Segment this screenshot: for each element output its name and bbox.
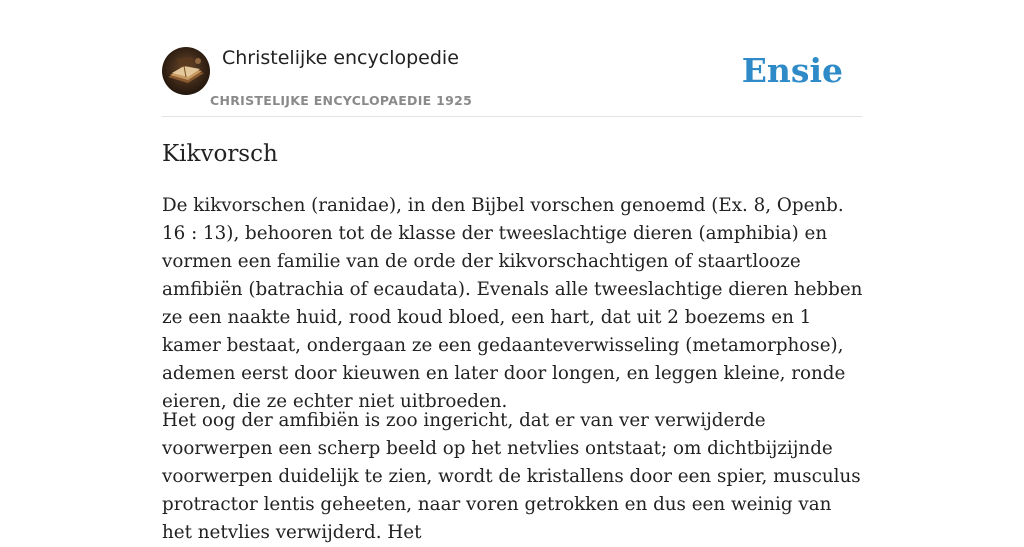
site-subtitle[interactable]: CHRISTELIJKE ENCYCLOPAEDIE 1925 <box>210 93 473 108</box>
site-title[interactable]: Christelijke encyclopedie <box>222 47 459 69</box>
article-paragraph: De kikvorschen (ranidae), in den Bijbel vorschen genoemd (Ex. 8, Openb. 16 : 13), behooren tot de klasse der tweeslachtige dieren (amphibia) en vormen een familie van de orde der kikvorschachtigen of staartlooze amfibiën (batrachia of ecaudata). Evenals alle tweeslachtige dieren hebben ze een naakte huid, rood koud bloed, een hart, dat uit 2 boezems en 1 kamer bestaat, ondergaan ze een gedaanteverwisseling (metamorphose), ademen eerst door kieuwen en later door longen, en leggen kleine, ronde eieren, die ze echter niet uitbroeden. <box>162 195 863 412</box>
site-header <box>162 46 862 117</box>
book-avatar-icon[interactable] <box>162 47 210 95</box>
article-paragraph: Het oog der amfibiën is zoo ingericht, dat er van ver verwijderde voorwerpen een scherp beeld op het netvlies ontstaat; om dichtbijzijnde voorwerpen duidelijk te zien, wordt de kristallens door een spier, musculus protractor lentis geheeten, naar voren getrokken en dus een weinig van het netvlies verwijderd. Het <box>162 410 861 543</box>
ensie-logo[interactable]: Ensie <box>741 51 843 90</box>
article-title: Kikvorsch <box>162 141 278 167</box>
